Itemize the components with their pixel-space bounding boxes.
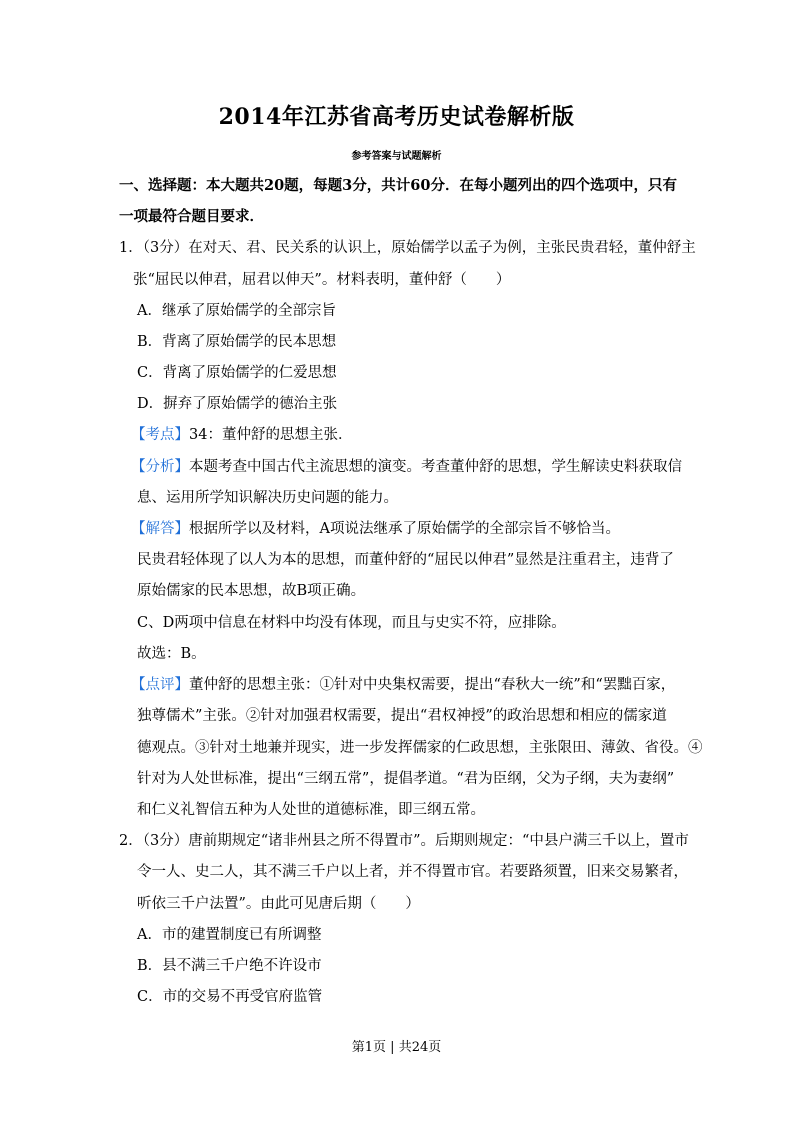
q1-dianping-line1 — [131, 675, 675, 695]
q1-stem-line1: 1．（3分）在对天、君、民关系的认识上，原始儒学以孟子为例，主张民贵君轻，董仲舒主 — [119, 240, 696, 256]
q1-jieda-line4: C、D两项中信息在材料中均没有体现，而且与史实不符，应排除。 — [137, 615, 566, 631]
kaodian-tag: 【考点】 — [131, 427, 189, 443]
q1-dianping-line2: 独尊儒术”主张。②针对加强君权需要，提出“君权神授”的政治思想和相应的儒家道 — [137, 708, 667, 724]
q1-kaodian — [131, 425, 352, 445]
q1-option-a: A．继承了原始儒学的全部宗旨 — [137, 303, 336, 319]
dianping-text: 董仲舒的思想主张：①针对中央集权需要，提出“春秋大一统”和“罢黜百家， — [189, 677, 676, 693]
q2-stem-line3: 听依三千户法置”。由此可见唐后期（ ） — [137, 896, 420, 912]
page-footer — [0, 1036, 793, 1055]
page-title: 2014年江苏省高考历史试卷解析版 — [218, 104, 575, 130]
dianping-tag: 【点评】 — [131, 677, 189, 693]
footer-separator: | — [390, 1040, 395, 1055]
section-heading-line1: 一、选择题：本大题共20题，每题3分，共计60分．在每小题列出的四个选项中，只有 — [119, 177, 677, 194]
q1-stem-line2: 张“屈民以伸君，屈君以伸天”。材料表明，董仲舒（ ） — [133, 272, 511, 288]
fenxi-tag: 【分析】 — [131, 459, 189, 475]
q1-option-c: C．背离了原始儒学的仁爱思想 — [137, 365, 337, 381]
q2-option-b: B．县不满三千户绝不许设市 — [137, 958, 322, 974]
q1-fenxi-line2: 息、运用所学知识解决历史问题的能力。 — [137, 490, 398, 506]
q1-dianping-line5: 和仁义礼智信五种为人处世的道德标准，即三纲五常。 — [137, 802, 485, 818]
q2-option-c: C．市的交易不再受官府监管 — [137, 989, 323, 1005]
q1-dianping-line4: 针对为人处世标准，提出“三纲五常”，提倡孝道。“君为臣纲，父为子纲，夫为妻纲” — [137, 771, 675, 787]
q1-jieda-line3: 原始儒家的民本思想，故B项正确。 — [137, 583, 366, 599]
q1-jieda-line2: 民贵君轻体现了以人为本的思想，而董仲舒的“屈民以伸君”显然是注重君主，违背了 — [137, 552, 674, 568]
jieda-text: 根据所学以及材料，A项说法继承了原始儒学的全部宗旨不够恰当。 — [189, 521, 620, 537]
page-subtitle: 参考答案与试题解析 — [351, 151, 442, 162]
q2-stem-line1: 2．（3分）唐前期规定“诸非州县之所不得置市”。后期则规定：“中县户满三千以上，置市 — [119, 833, 689, 849]
q1-answer: 故选：B。 — [137, 646, 206, 662]
kaodian-text: 34：董仲舒的思想主张． — [189, 427, 353, 443]
jieda-tag: 【解答】 — [131, 521, 189, 537]
q1-fenxi-line1 — [131, 457, 682, 477]
q1-jieda-line1 — [131, 519, 620, 539]
section-heading-line2: 一项最符合题目要求． — [119, 208, 264, 225]
q1-option-d: D．摒弃了原始儒学的德治主张 — [137, 396, 338, 412]
q1-option-b: B．背离了原始儒学的民本思想 — [137, 334, 337, 350]
q1-dianping-line3: 德观点。③针对土地兼并现实，进一步发挥儒家的仁政思想，主张限田、薄敛、省役。④ — [137, 740, 703, 756]
q2-option-a: A．市的建置制度已有所调整 — [137, 927, 322, 943]
footer-total-pages: 共24页 — [398, 1040, 442, 1055]
q2-stem-line2: 令一人、史二人，其不满三千户以上者，并不得置市官。若要路须置，旧来交易繁者， — [137, 864, 688, 880]
footer-page-number: 第1页 — [351, 1040, 387, 1055]
fenxi-text: 本题考查中国古代主流思想的演变。考查董仲舒的思想，学生解读史料获取信 — [189, 459, 682, 475]
